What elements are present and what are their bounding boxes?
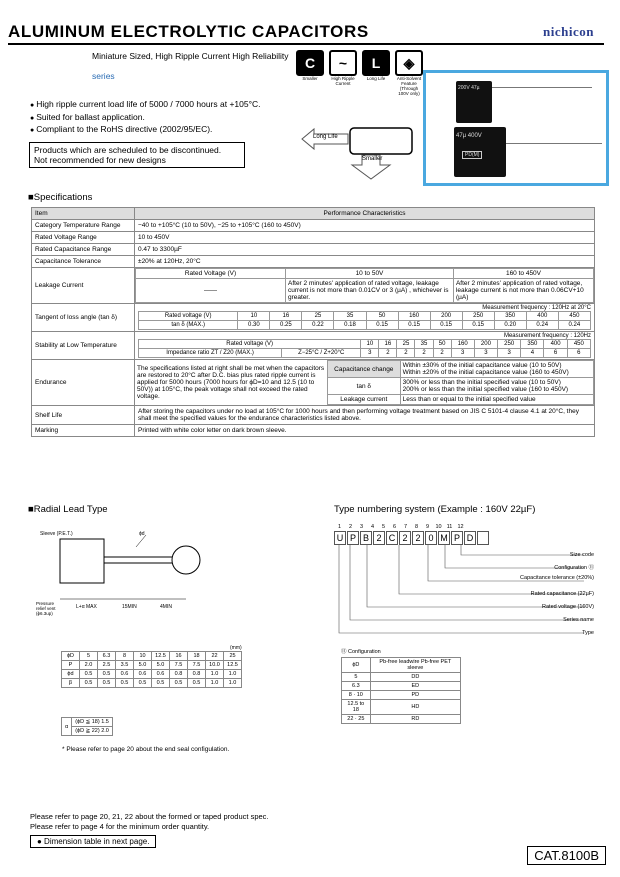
config-diameter: 6.3 xyxy=(342,682,371,691)
dimension-cell: 16 xyxy=(170,652,188,661)
dimension-cell: 0.5 xyxy=(80,670,98,679)
config-diameter: 12.5 to 18 xyxy=(342,700,371,715)
stability-voltage-cell: 16 xyxy=(379,340,397,349)
end-seal-note: * Please refer to page 20 about the end seal configulation. xyxy=(62,746,230,753)
tan-value-cell: 0.24 xyxy=(526,321,558,330)
dimension-cell: 6.3 xyxy=(98,652,116,661)
stability-value-cell: 3 xyxy=(498,349,521,358)
dimension-cell: 0.5 xyxy=(170,679,188,688)
config-row xyxy=(342,700,461,715)
type-code-char: P xyxy=(451,531,463,545)
dimension-cell: 1.0 xyxy=(224,670,242,679)
dimension-cell: 0.5 xyxy=(80,679,98,688)
type-label-capacitance: Rated capacitance (22µF) xyxy=(530,591,594,597)
dimension-key: ϕd xyxy=(62,670,80,679)
stability-value-cell: 6 xyxy=(567,349,590,358)
tan-voltage-cell: 350 xyxy=(494,312,526,321)
dimension-cell: 3.5 xyxy=(116,661,134,670)
position-digits xyxy=(334,524,466,530)
type-code-char: 2 xyxy=(399,531,411,545)
tan-voltage-cell: 50 xyxy=(366,312,398,321)
dimension-row xyxy=(62,661,242,670)
stability-voltage-cell: 250 xyxy=(498,340,521,349)
config-row xyxy=(342,715,461,724)
stability-value-cell: 6 xyxy=(544,349,567,358)
position-digit: 5 xyxy=(381,524,386,530)
high-ripple-icon: ~ High Ripple Current xyxy=(328,50,358,97)
long-life-icon: L Long Life xyxy=(361,50,391,97)
stability-voltage-cell: 350 xyxy=(521,340,544,349)
config-diameter: 8 · 10 xyxy=(342,691,371,700)
dimension-cell: 7.5 xyxy=(188,661,206,670)
dimension-cell: 0.5 xyxy=(134,679,152,688)
pressure-vent-label: Pressure relief vent (ϕ6.3up) xyxy=(36,601,56,616)
position-digit: 8 xyxy=(414,524,419,530)
dimension-cell: 0.5 xyxy=(152,679,170,688)
stability-voltage-cell: 10 xyxy=(361,340,379,349)
config-diameter: 22 · 25 xyxy=(342,715,371,724)
tan-voltage-cell: 35 xyxy=(334,312,366,321)
config-code: HD xyxy=(370,700,460,715)
dimension-cell: 1.0 xyxy=(206,679,224,688)
type-label-voltage: Rated voltage (160V) xyxy=(542,604,594,610)
config-diameter: 5 xyxy=(342,673,371,682)
tan-voltage-cell: 250 xyxy=(462,312,494,321)
stability-value-cell: 2 xyxy=(415,349,433,358)
stability-voltage-cell: 35 xyxy=(415,340,433,349)
dimension-cell: 0.5 xyxy=(116,679,134,688)
type-code-char: M xyxy=(438,531,450,545)
dimension-key: P xyxy=(62,661,80,670)
dimension-cell: 0.8 xyxy=(170,670,188,679)
stability-value-cell: 3 xyxy=(451,349,474,358)
dimension-cell: 0.6 xyxy=(134,670,152,679)
dimension-cell: 1.0 xyxy=(224,679,242,688)
dimension-row xyxy=(62,679,242,688)
stability-value-cell: 2 xyxy=(397,349,415,358)
config-code: DD xyxy=(370,673,460,682)
type-code-char: B xyxy=(360,531,372,545)
tan-voltage-cell: 16 xyxy=(270,312,302,321)
smaller-icon: C Smaller xyxy=(295,50,325,97)
config-row xyxy=(342,691,461,700)
specs-heading: ■Specifications xyxy=(28,192,93,203)
tan-voltage-cell: 450 xyxy=(558,312,590,321)
lead-diameter-label: ϕd xyxy=(139,531,145,537)
stability-voltage-cell: 450 xyxy=(567,340,590,349)
type-label-tolerance: Capacitance tolerance (±20%) xyxy=(520,575,594,581)
stability-voltage-cell: 50 xyxy=(433,340,451,349)
dimension-table xyxy=(61,651,242,688)
min15-label: 15MIN xyxy=(122,604,137,610)
tan-value-cell: 0.15 xyxy=(430,321,462,330)
configuration-table: ϕD Pb-free leadwire Pb-free PET sleeve 5 DD 6.3 ED 8 · 10 PD 12.5 to 18 HD 22 · 25 RD xyxy=(341,657,461,724)
dimension-cell: 0.6 xyxy=(116,670,134,679)
config-code: RD xyxy=(370,715,460,724)
position-digit: 3 xyxy=(359,524,364,530)
type-label-size: Size code xyxy=(569,552,594,558)
tan-voltage-cell: 400 xyxy=(526,312,558,321)
stability-value-cell: 3 xyxy=(474,349,497,358)
unit-label: (mm) xyxy=(230,645,242,651)
feature-item: ● Compliant to the RoHS directive (2002/95/EC). xyxy=(30,124,261,137)
config-code: PD xyxy=(370,691,460,700)
type-code-char: 2 xyxy=(373,531,385,545)
footer-notes: Please refer to page 20, 21, 22 about the formed or taped product spec. Please refer to page 4 for the minimum order quantity. xyxy=(30,812,269,831)
dimension-cell: 0.5 xyxy=(188,679,206,688)
title-rule xyxy=(8,43,604,45)
dimension-cell: 7.5 xyxy=(170,661,188,670)
discontinued-notice: Products which are scheduled to be discontinued. Not recommended for new designs xyxy=(29,142,245,168)
catalog-number: CAT.8100B xyxy=(527,846,606,865)
tan-value-cell: 0.20 xyxy=(494,321,526,330)
anti-solvent-icon: ◈ Anti-Solvent Feature (Through 100V only) xyxy=(394,50,424,97)
type-code-char: P xyxy=(347,531,359,545)
dimension-cell: 10.0 xyxy=(206,661,224,670)
config-code: ED xyxy=(370,682,460,691)
config-row xyxy=(342,673,461,682)
long-life-label: Long Life xyxy=(313,134,338,140)
product-photo: 200V 47µ 47µ 400V PD(M) xyxy=(423,70,609,186)
config-row xyxy=(342,682,461,691)
type-label-type: Type xyxy=(582,630,594,636)
position-digit: 2 xyxy=(348,524,353,530)
stability-value-cell: 3 xyxy=(361,349,379,358)
position-digit: 11 xyxy=(446,524,453,530)
type-label-series: Series name xyxy=(563,617,594,623)
stability-value-cell: 4 xyxy=(521,349,544,358)
tan-value-cell: 0.24 xyxy=(558,321,590,330)
brand-logo: nichicon xyxy=(543,24,594,39)
type-code-char: U xyxy=(334,531,346,545)
smaller-label: Smaller xyxy=(362,156,383,162)
sleeve-label: Sleeve (P.E.T.) xyxy=(40,531,73,537)
tan-voltage-cell: 200 xyxy=(430,312,462,321)
tan-value-cell: 0.15 xyxy=(462,321,494,330)
type-code-char: 0 xyxy=(425,531,437,545)
length-label: L+α MAX xyxy=(76,604,97,610)
dimension-key: ϕD xyxy=(62,652,80,661)
dimension-cell: 0.8 xyxy=(188,670,206,679)
feature-item: ● Suited for ballast application. xyxy=(30,112,261,125)
dimension-cell: 12.5 xyxy=(224,661,242,670)
dimension-cell: 0.6 xyxy=(152,670,170,679)
type-code-char: D xyxy=(464,531,476,545)
dimension-cell: 25 xyxy=(224,652,242,661)
dimension-row xyxy=(62,652,242,661)
tan-value-cell: 0.25 xyxy=(270,321,302,330)
series-label: series xyxy=(92,71,115,81)
dimension-cell: 5 xyxy=(80,652,98,661)
tan-value-cell: 0.15 xyxy=(398,321,430,330)
dimension-cell: 12.5 xyxy=(152,652,170,661)
alpha-table: α (ϕD ≦ 18) 1.5 (ϕD ≧ 22) 2.0 xyxy=(61,717,113,736)
position-digit: 9 xyxy=(425,524,430,530)
tan-value-cell: 0.30 xyxy=(238,321,270,330)
subtitle: Miniature Sized, High Ripple Current High Reliability xyxy=(92,51,289,61)
position-digit: 1 xyxy=(337,524,342,530)
dimension-cell: 8 xyxy=(116,652,134,661)
stability-voltage-cell: 200 xyxy=(474,340,497,349)
dimension-cell: 1.0 xyxy=(206,670,224,679)
type-numbering-heading: Type numbering system (Example : 160V 22µF) xyxy=(334,504,536,515)
dimension-cell: 22 xyxy=(206,652,224,661)
dimension-cell: 2.0 xyxy=(80,661,98,670)
dimension-next-page: ● Dimension table in next page. xyxy=(30,835,156,848)
dimension-cell: 5.0 xyxy=(152,661,170,670)
stability-value-cell: 2 xyxy=(379,349,397,358)
type-code-char xyxy=(477,531,489,545)
dimension-row xyxy=(62,670,242,679)
stability-voltage-cell: 25 xyxy=(397,340,415,349)
type-code-boxes xyxy=(334,531,490,545)
dimension-cell: 18 xyxy=(188,652,206,661)
type-label-config: Configuration ⑪ xyxy=(554,565,594,571)
position-digit: 10 xyxy=(435,524,442,530)
dimension-cell: 0.5 xyxy=(98,670,116,679)
tan-value-cell: 0.22 xyxy=(302,321,334,330)
dimension-cell: 10 xyxy=(134,652,152,661)
type-code-char: C xyxy=(386,531,398,545)
dimension-cell: 2.5 xyxy=(98,661,116,670)
position-digit: 12 xyxy=(457,524,464,530)
tan-voltage-cell: 25 xyxy=(302,312,334,321)
position-digit: 7 xyxy=(403,524,408,530)
feature-icons xyxy=(295,50,424,97)
type-code-char: 2 xyxy=(412,531,424,545)
tan-voltage-cell: 10 xyxy=(238,312,270,321)
dimension-key: β xyxy=(62,679,80,688)
feature-item: ● High ripple current load life of 5000 / 7000 hours at +105°C. xyxy=(30,99,261,112)
tan-value-cell: 0.15 xyxy=(366,321,398,330)
feature-list xyxy=(30,99,261,137)
radial-heading: ■Radial Lead Type xyxy=(28,504,108,515)
position-digit: 4 xyxy=(370,524,375,530)
tan-voltage-cell: 160 xyxy=(398,312,430,321)
stability-voltage-cell: 160 xyxy=(451,340,474,349)
spec-table: Item Performance Characteristics Category Temperature Range −40 to +105°C (10 to 50V), −25 to +105°C (160 to 450V) Rated Voltage Range 10 to 450V Rated Capacitance Range 0.47 to 3300µF Capacitance Tolerance ±20% at 120Hz, 20°C Leakage Current Rated Voltage (V) 10 to 50V 160 to 450V —— After 2 minutes' application of rated voltage, leakage current is not more than 0.01CV or 3 (µA) , whichever is greater. After 2 minutes' application of rated voltage, leakage current is not more than 0.06CV+10 (µA) Tangent of loss angle (tan δ) Measurement frequency : 120Hz at 20°C Rated voltage (V) 10 16 25 35 50 160 200 250 350 400 450 tan δ (MAX.) 0.30 0.25 0.22 0.18 0.15 0.15 0.15 0.15 0.20 0.24 0.24 Stability at Low Temperature Measurement frequency : 120Hz Rated voltage (V) 10 16 25 35 50 160 200 250 350 400 450 Impedance ratio ZT / Z20 (MAX.) Z−25°C / Z+20°C 3 2 2 2 2 3 3 3 4 6 6 Endurance The specifications listed at right shall be met when the capacitors are restored to 20°C after D.C. bias plus rated ripple current is applied for 5000 hours (7000 hours for ϕD=10 and 12.5 (10 to 50V)) at 105°C, the peak voltage shall not exceed the rated voltage. Capacitance change Within ±30% of the initial capacitance value (10 to 50V) Within ±20% of the initial capacitance value (160 to 450V) tan δ 300% or less than the initial specified value (10 to 50V) 200% or less than the initial specified value (160 to 450V) Leakage current Less than or equal to the initial specified value Shelf Life After storing the capacitors under no load at 105°C for 1000 hours and then performing voltage treatment based on JIS C 5101-4 clause 4.1 at 20°C, they shall meet the specified values for the endurance characteristics listed above. Marking Printed with white color letter on dark brown sleeve. xyxy=(31,207,595,437)
tan-value-cell: 0.18 xyxy=(334,321,366,330)
dimension-cell: 5.0 xyxy=(134,661,152,670)
page-title: ALUMINUM ELECTROLYTIC CAPACITORS xyxy=(8,22,369,41)
dimension-cell: 0.5 xyxy=(98,679,116,688)
config-title: ⑪ Configuration xyxy=(341,649,381,655)
stability-value-cell: 2 xyxy=(433,349,451,358)
min4-label: 4MIN xyxy=(160,604,172,610)
stability-voltage-cell: 400 xyxy=(544,340,567,349)
position-digit: 6 xyxy=(392,524,397,530)
